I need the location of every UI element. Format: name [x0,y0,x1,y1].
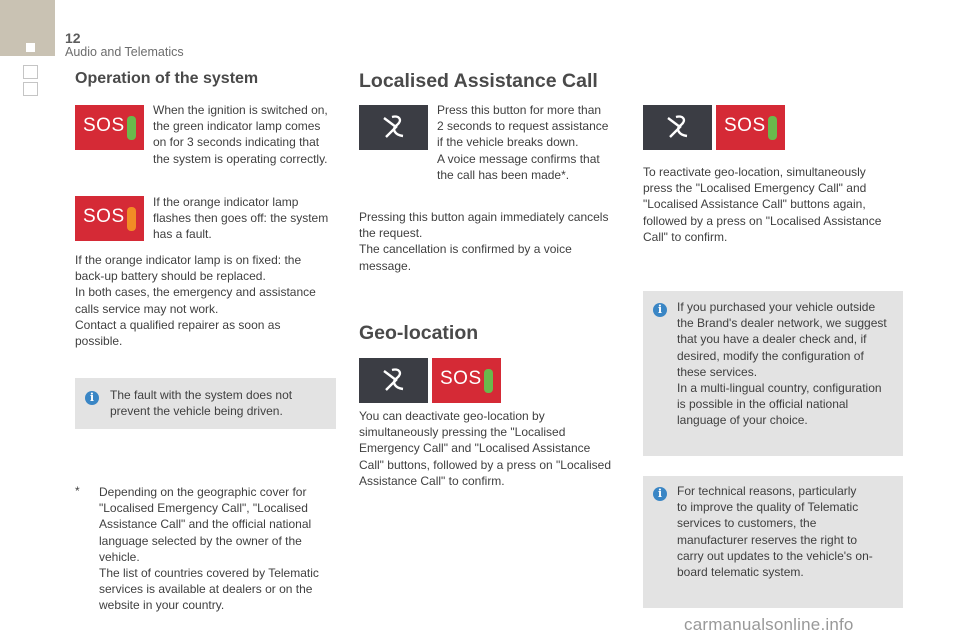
sos-label: SOS [83,206,125,227]
updates-info-box [643,476,903,608]
fault-info-text: The fault with the system does not prevent the vehicle being driven. [110,388,293,419]
watermark: carmanualsonline.info [684,615,854,634]
operation-title: Operation of the system [75,70,259,87]
info-icon: i [653,487,667,501]
cancel-request-text: Pressing this button again immediately cancels the request. The cancellation is confirmed by a voice message. [359,210,609,273]
ds-logo-icon [359,105,428,150]
chapter-title: Audio and Telematics [65,45,184,59]
chapter-tab-marker [26,43,35,52]
side-nav-box-1[interactable] [23,65,38,79]
sos-label: SOS [83,115,125,136]
sos-label: SOS [440,368,482,389]
footnote-marker: * [75,484,80,498]
geo-title: Geo-location [359,322,479,344]
localised-title: Localised Assistance Call [359,70,598,92]
fault-info-box [75,378,336,429]
green-indicator-lamp [127,116,136,140]
press-assistance-text: Press this button for more than 2 seconds to request assistance if the vehicle breaks down. A voice message confirms that the call has been made*. [437,103,609,182]
dealer-info-text: If you purchased your vehicle outside the Brand's dealer network, we suggest that you have a dealer check and, if desired, modify the configuration of these services. In a multi-lingual country, configuration is possible in the official national language of your choice. [677,300,887,428]
ds-assistance-button [359,358,428,403]
orange-flash-text: If the orange indicator lamp flashes then goes off: the system has a fault. [153,195,329,242]
green-indicator-lamp [768,116,777,140]
info-icon: i [85,391,99,405]
geo-reactivate-text: To reactivate geo-location, simultaneously press the "Localised Emergency Call" and "Localised Assistance Call" buttons again, followed by a press on "Localised Assistance Call" to confirm. [643,165,882,244]
sos-emergency-button [716,105,785,150]
dealer-info-box [643,291,903,456]
geo-deactivate-text: You can deactivate geo-location by simultaneously pressing the "Localised Emergency Call" and "Localised Assistance Call" buttons, followed by a press on "Localised Assistance Call" to confirm. [359,409,611,488]
green-indicator-text: When the ignition is switched on, the green indicator lamp comes on for 3 seconds indicating that the system is operating correctly. [153,103,328,166]
green-indicator-lamp [484,369,493,393]
sos-label: SOS [724,115,766,136]
info-icon: i [653,303,667,317]
sos-button-green [75,105,144,150]
side-nav-box-2[interactable] [23,82,38,96]
footnote-text: Depending on the geographic cover for "Localised Emergency Call", "Localised Assistance Call" and the official national language selected by the owner of the vehicle. The list of countries covered by Telematic services is available at dealers or on the website in your country. [99,485,319,613]
ds-logo-icon [359,358,428,403]
ds-assistance-button [643,105,712,150]
updates-info-text: For technical reasons, particularly to improve the quality of Telematic services to customers, the manufacturer reserves the right to carry out updates to the vehicle's on- board telematic system. [677,484,873,580]
ds-logo-icon [643,105,712,150]
sos-emergency-button [432,358,501,403]
orange-indicator-lamp [127,207,136,231]
orange-fixed-text: If the orange indicator lamp is on fixed: the back-up battery should be replaced. In both cases, the emergency and assistance calls service may not work. Contact a qualified repairer as soon as possible. [75,253,316,349]
page-number: 12 [65,30,81,46]
ds-assistance-button [359,105,428,150]
sos-button-orange [75,196,144,241]
